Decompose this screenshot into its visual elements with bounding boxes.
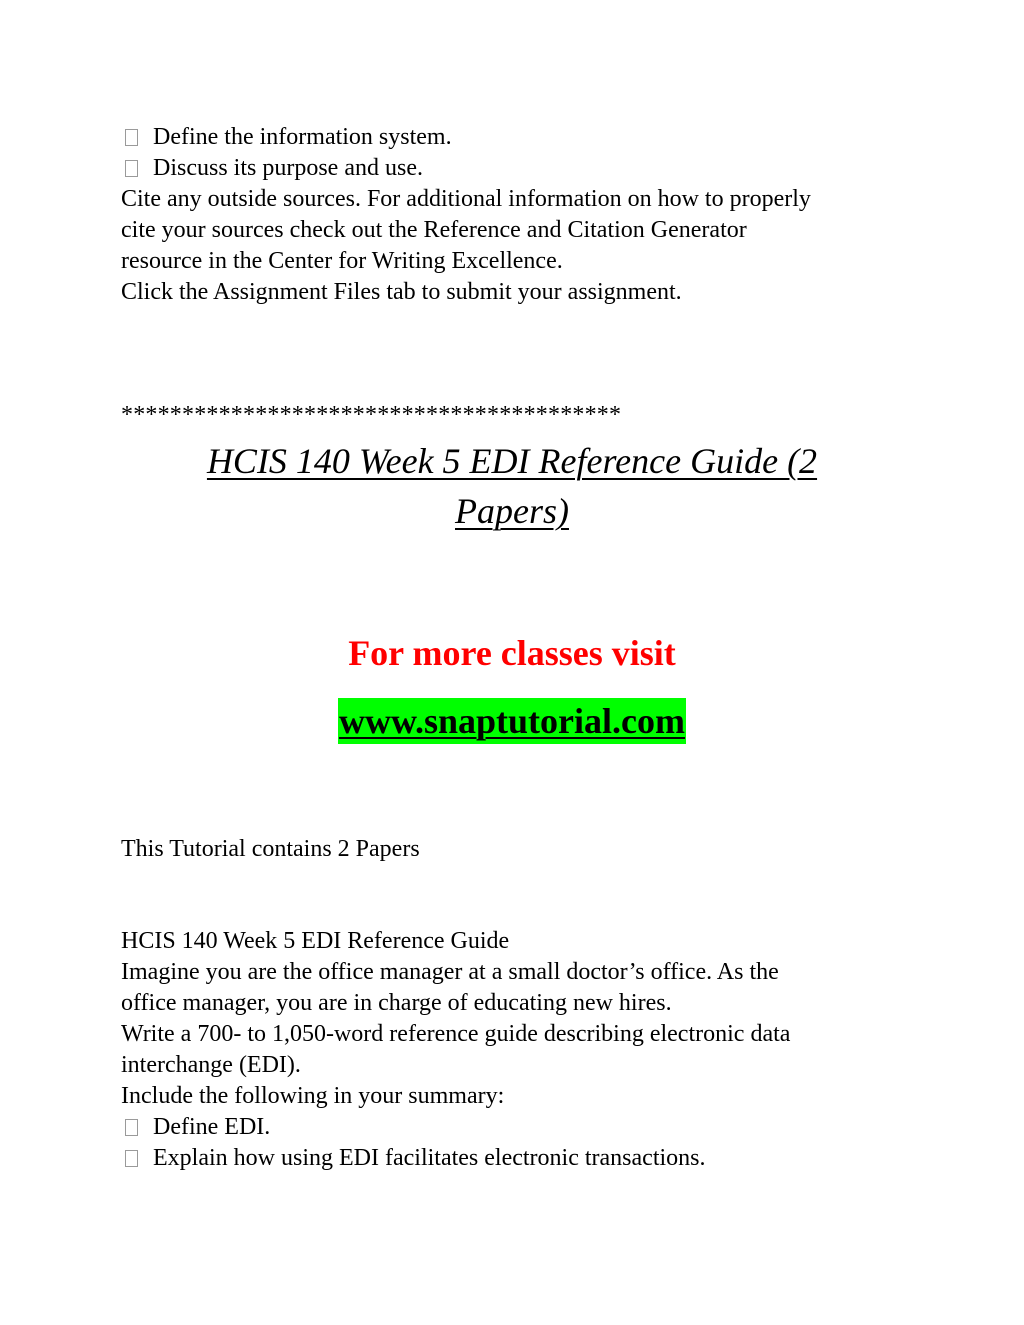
bullet-item: [121, 1112, 921, 1143]
separator-line: *****************************************: [121, 402, 622, 428]
paragraph-line: office manager, you are in charge of educating new hires.: [121, 990, 672, 1016]
paragraph-line: Write a 700- to 1,050-word reference guide describing electronic data: [121, 1021, 791, 1047]
bullet-text: Explain how using EDI facilitates electronic transactions.: [153, 1145, 706, 1171]
promo-text: For more classes visit: [348, 633, 676, 673]
tutorial-note: This Tutorial contains 2 Papers: [121, 836, 420, 862]
bullet-text: Discuss its purpose and use.: [153, 155, 423, 181]
assignment-heading: HCIS 140 Week 5 EDI Reference Guide: [121, 928, 510, 954]
paragraph-line: Cite any outside sources. For additional information on how to properly: [121, 186, 811, 212]
page-title[interactable]: [0, 436, 1024, 536]
bullet-text: Define EDI.: [153, 1114, 271, 1140]
bullet-item: [121, 122, 921, 153]
bullet-box-icon: [125, 129, 138, 146]
paragraph-line: cite your sources check out the Reference and Citation Generator: [121, 217, 747, 243]
intro-section: [121, 122, 921, 308]
paragraph-line: Click the Assignment Files tab to submit your assignment.: [121, 279, 682, 305]
paragraph-line: Include the following in your summary:: [121, 1083, 505, 1109]
bullet-box-icon: [125, 1150, 138, 1167]
bullet-box-icon: [125, 160, 138, 177]
title-line-1[interactable]: HCIS 140 Week 5 EDI Reference Guide (2: [206, 441, 818, 481]
bullet-item: [121, 153, 921, 184]
title-line-2[interactable]: Papers): [455, 491, 569, 531]
bullet-box-icon: [125, 1119, 138, 1136]
paragraph-line: Imagine you are the office manager at a small doctor’s office. As the: [121, 959, 779, 985]
paragraph-line: resource in the Center for Writing Excellence.: [121, 248, 563, 274]
bullet-text: Define the information system.: [153, 124, 452, 150]
site-link[interactable]: www.snaptutorial.com: [338, 698, 686, 744]
site-link-wrapper: [0, 698, 1024, 744]
paragraph-line: interchange (EDI).: [121, 1052, 301, 1078]
bullet-item: [121, 1143, 921, 1174]
assignment-section: [121, 926, 921, 1174]
